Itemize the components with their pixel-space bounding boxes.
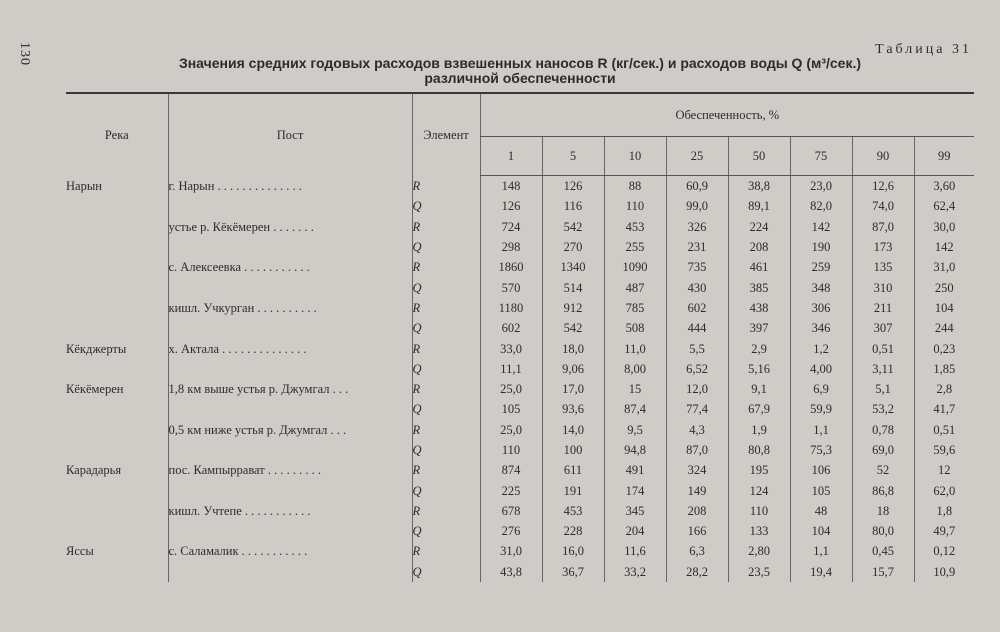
value-cell: 38,8 bbox=[728, 176, 790, 197]
element-symbol: Q bbox=[412, 196, 480, 216]
header-percentile: 50 bbox=[728, 137, 790, 176]
value-cell: 4,3 bbox=[666, 420, 728, 440]
value-cell: 326 bbox=[666, 217, 728, 237]
value-cell: 1,8 bbox=[914, 501, 974, 521]
element-symbol: R bbox=[412, 460, 480, 480]
value-cell: 15 bbox=[604, 379, 666, 399]
value-cell: 1,85 bbox=[914, 359, 974, 379]
value-cell: 80,8 bbox=[728, 440, 790, 460]
value-cell: 255 bbox=[604, 237, 666, 257]
value-cell: 259 bbox=[790, 257, 852, 277]
value-cell: 89,1 bbox=[728, 196, 790, 216]
header-percentile: 90 bbox=[852, 137, 914, 176]
element-symbol: R bbox=[412, 541, 480, 561]
value-cell: 3,60 bbox=[914, 176, 974, 197]
value-cell: 23,0 bbox=[790, 176, 852, 197]
table-row bbox=[66, 440, 974, 460]
value-cell: 1,1 bbox=[790, 541, 852, 561]
element-symbol: R bbox=[412, 176, 480, 197]
value-cell: 785 bbox=[604, 298, 666, 318]
value-cell: 5,5 bbox=[666, 338, 728, 358]
value-cell: 52 bbox=[852, 460, 914, 480]
value-cell: 149 bbox=[666, 480, 728, 500]
value-cell: 461 bbox=[728, 257, 790, 277]
river-name bbox=[66, 521, 168, 541]
value-cell: 16,0 bbox=[542, 541, 604, 561]
river-name bbox=[66, 480, 168, 500]
value-cell: 18 bbox=[852, 501, 914, 521]
value-cell: 310 bbox=[852, 277, 914, 297]
river-name bbox=[66, 440, 168, 460]
value-cell: 514 bbox=[542, 277, 604, 297]
value-cell: 142 bbox=[790, 217, 852, 237]
header-percentile: 1 bbox=[480, 137, 542, 176]
post-name bbox=[168, 196, 412, 216]
post-name bbox=[168, 277, 412, 297]
table-row bbox=[66, 196, 974, 216]
river-name: Кёкджерты bbox=[66, 341, 127, 356]
value-cell: 244 bbox=[914, 318, 974, 338]
element-symbol: R bbox=[412, 338, 480, 358]
element-symbol: Q bbox=[412, 440, 480, 460]
table-row bbox=[66, 420, 974, 440]
value-cell: 173 bbox=[852, 237, 914, 257]
value-cell: 912 bbox=[542, 298, 604, 318]
table-row bbox=[66, 379, 974, 399]
post-name bbox=[168, 399, 412, 419]
value-cell: 126 bbox=[542, 176, 604, 197]
header-post: Пост bbox=[168, 93, 412, 176]
element-symbol: Q bbox=[412, 237, 480, 257]
table-row bbox=[66, 399, 974, 419]
value-cell: 195 bbox=[728, 460, 790, 480]
value-cell: 43,8 bbox=[480, 562, 542, 582]
table-row bbox=[66, 480, 974, 500]
value-cell: 3,11 bbox=[852, 359, 914, 379]
element-symbol: R bbox=[412, 217, 480, 237]
table-row bbox=[66, 562, 974, 582]
river-name bbox=[66, 562, 168, 582]
value-cell: 1,2 bbox=[790, 338, 852, 358]
value-cell: 75,3 bbox=[790, 440, 852, 460]
value-cell: 10,9 bbox=[914, 562, 974, 582]
value-cell: 11,0 bbox=[604, 338, 666, 358]
value-cell: 135 bbox=[852, 257, 914, 277]
value-cell: 9,5 bbox=[604, 420, 666, 440]
element-symbol: R bbox=[412, 298, 480, 318]
value-cell: 208 bbox=[666, 501, 728, 521]
value-cell: 345 bbox=[604, 501, 666, 521]
value-cell: 225 bbox=[480, 480, 542, 500]
river-name bbox=[66, 318, 168, 338]
value-cell: 191 bbox=[542, 480, 604, 500]
post-name bbox=[168, 318, 412, 338]
value-cell: 542 bbox=[542, 217, 604, 237]
post-name bbox=[168, 359, 412, 379]
river-name bbox=[66, 359, 168, 379]
value-cell: 0,45 bbox=[852, 541, 914, 561]
element-symbol: Q bbox=[412, 277, 480, 297]
value-cell: 94,8 bbox=[604, 440, 666, 460]
value-cell: 93,6 bbox=[542, 399, 604, 419]
river-name bbox=[66, 298, 168, 318]
value-cell: 87,0 bbox=[666, 440, 728, 460]
value-cell: 307 bbox=[852, 318, 914, 338]
caption-line-2: различной обеспеченности bbox=[424, 70, 616, 86]
value-cell: 77,4 bbox=[666, 399, 728, 419]
value-cell: 174 bbox=[604, 480, 666, 500]
table-row bbox=[66, 237, 974, 257]
value-cell: 82,0 bbox=[790, 196, 852, 216]
value-cell: 148 bbox=[480, 176, 542, 197]
value-cell: 0,51 bbox=[914, 420, 974, 440]
table-row bbox=[66, 460, 974, 480]
river-name bbox=[66, 257, 168, 277]
value-cell: 397 bbox=[728, 318, 790, 338]
header-percentile: 75 bbox=[790, 137, 852, 176]
river-name: Нарын bbox=[66, 178, 102, 193]
river-name bbox=[66, 277, 168, 297]
river-name bbox=[66, 420, 168, 440]
value-cell: 724 bbox=[480, 217, 542, 237]
value-cell: 110 bbox=[728, 501, 790, 521]
value-cell: 62,0 bbox=[914, 480, 974, 500]
value-cell: 438 bbox=[728, 298, 790, 318]
element-symbol: Q bbox=[412, 562, 480, 582]
value-cell: 19,4 bbox=[790, 562, 852, 582]
river-name: Карадарья bbox=[66, 463, 122, 478]
caption-line-1: Значения средних годовых расходов взвешенных наносов R (кг/сек.) и расходов воды Q (м³/сек.) bbox=[178, 55, 862, 71]
value-cell: 444 bbox=[666, 318, 728, 338]
value-cell: 1340 bbox=[542, 257, 604, 277]
post-name bbox=[168, 440, 412, 460]
value-cell: 11,6 bbox=[604, 541, 666, 561]
value-cell: 133 bbox=[728, 521, 790, 541]
value-cell: 126 bbox=[480, 196, 542, 216]
value-cell: 453 bbox=[604, 217, 666, 237]
post-name bbox=[168, 480, 412, 500]
value-cell: 104 bbox=[914, 298, 974, 318]
value-cell: 31,0 bbox=[480, 541, 542, 561]
value-cell: 30,0 bbox=[914, 217, 974, 237]
value-cell: 5,1 bbox=[852, 379, 914, 399]
value-cell: 602 bbox=[480, 318, 542, 338]
value-cell: 602 bbox=[666, 298, 728, 318]
value-cell: 228 bbox=[542, 521, 604, 541]
value-cell: 31,0 bbox=[914, 257, 974, 277]
header-probability: Обеспеченность, % bbox=[480, 93, 974, 137]
table-row bbox=[66, 501, 974, 521]
value-cell: 204 bbox=[604, 521, 666, 541]
post-name: с. Алексеевка . . . . . . . . . . . bbox=[168, 257, 412, 277]
post-name: пос. Кампыррават . . . . . . . . . bbox=[168, 460, 412, 480]
value-cell: 142 bbox=[914, 237, 974, 257]
value-cell: 5,16 bbox=[728, 359, 790, 379]
value-cell: 611 bbox=[542, 460, 604, 480]
header-element: Элемент bbox=[412, 93, 480, 176]
value-cell: 28,2 bbox=[666, 562, 728, 582]
value-cell: 324 bbox=[666, 460, 728, 480]
value-cell: 87,0 bbox=[852, 217, 914, 237]
value-cell: 9,1 bbox=[728, 379, 790, 399]
element-symbol: Q bbox=[412, 318, 480, 338]
element-symbol: R bbox=[412, 501, 480, 521]
value-cell: 59,9 bbox=[790, 399, 852, 419]
value-cell: 60,9 bbox=[666, 176, 728, 197]
value-cell: 735 bbox=[666, 257, 728, 277]
table-row bbox=[66, 359, 974, 379]
table-caption bbox=[150, 56, 890, 86]
element-symbol: Q bbox=[412, 480, 480, 500]
value-cell: 17,0 bbox=[542, 379, 604, 399]
post-name: 1,8 км выше устья р. Джумгал . . . bbox=[168, 379, 412, 399]
value-cell: 208 bbox=[728, 237, 790, 257]
table-row bbox=[66, 521, 974, 541]
value-cell: 6,9 bbox=[790, 379, 852, 399]
value-cell: 41,7 bbox=[914, 399, 974, 419]
river-name bbox=[66, 217, 168, 237]
value-cell: 14,0 bbox=[542, 420, 604, 440]
value-cell: 12,0 bbox=[666, 379, 728, 399]
value-cell: 190 bbox=[790, 237, 852, 257]
value-cell: 86,8 bbox=[852, 480, 914, 500]
value-cell: 166 bbox=[666, 521, 728, 541]
value-cell: 80,0 bbox=[852, 521, 914, 541]
value-cell: 570 bbox=[480, 277, 542, 297]
value-cell: 18,0 bbox=[542, 338, 604, 358]
value-cell: 491 bbox=[604, 460, 666, 480]
value-cell: 2,80 bbox=[728, 541, 790, 561]
value-cell: 48 bbox=[790, 501, 852, 521]
river-name: Кёкёмерен bbox=[66, 382, 124, 397]
value-cell: 508 bbox=[604, 318, 666, 338]
value-cell: 9,06 bbox=[542, 359, 604, 379]
value-cell: 2,9 bbox=[728, 338, 790, 358]
table-row bbox=[66, 217, 974, 237]
value-cell: 0,12 bbox=[914, 541, 974, 561]
header-percentile: 10 bbox=[604, 137, 666, 176]
table-row bbox=[66, 298, 974, 318]
post-name: устье р. Кёкёмерен . . . . . . . bbox=[168, 217, 412, 237]
value-cell: 12,6 bbox=[852, 176, 914, 197]
table-row bbox=[66, 277, 974, 297]
value-cell: 385 bbox=[728, 277, 790, 297]
value-cell: 11,1 bbox=[480, 359, 542, 379]
table-row bbox=[66, 257, 974, 277]
value-cell: 6,52 bbox=[666, 359, 728, 379]
value-cell: 487 bbox=[604, 277, 666, 297]
value-cell: 100 bbox=[542, 440, 604, 460]
header-river: Река bbox=[66, 93, 168, 176]
table-row bbox=[66, 318, 974, 338]
post-name bbox=[168, 521, 412, 541]
value-cell: 53,2 bbox=[852, 399, 914, 419]
value-cell: 104 bbox=[790, 521, 852, 541]
value-cell: 346 bbox=[790, 318, 852, 338]
value-cell: 59,6 bbox=[914, 440, 974, 460]
table-row bbox=[66, 176, 974, 197]
value-cell: 348 bbox=[790, 277, 852, 297]
value-cell: 1860 bbox=[480, 257, 542, 277]
value-cell: 87,4 bbox=[604, 399, 666, 419]
header-percentile: 25 bbox=[666, 137, 728, 176]
post-name bbox=[168, 237, 412, 257]
value-cell: 1090 bbox=[604, 257, 666, 277]
page-number: 130 bbox=[17, 42, 32, 66]
value-cell: 74,0 bbox=[852, 196, 914, 216]
element-symbol: Q bbox=[412, 521, 480, 541]
value-cell: 0,51 bbox=[852, 338, 914, 358]
river-name bbox=[66, 399, 168, 419]
post-name: г. Нарын . . . . . . . . . . . . . . bbox=[168, 176, 412, 197]
element-symbol: R bbox=[412, 257, 480, 277]
post-name: кишл. Учкурган . . . . . . . . . . bbox=[168, 298, 412, 318]
value-cell: 874 bbox=[480, 460, 542, 480]
value-cell: 124 bbox=[728, 480, 790, 500]
value-cell: 0,78 bbox=[852, 420, 914, 440]
river-name bbox=[66, 196, 168, 216]
header-percentile: 99 bbox=[914, 137, 974, 176]
value-cell: 6,3 bbox=[666, 541, 728, 561]
value-cell: 99,0 bbox=[666, 196, 728, 216]
value-cell: 224 bbox=[728, 217, 790, 237]
value-cell: 231 bbox=[666, 237, 728, 257]
value-cell: 33,0 bbox=[480, 338, 542, 358]
header-percentile: 5 bbox=[542, 137, 604, 176]
value-cell: 0,23 bbox=[914, 338, 974, 358]
value-cell: 67,9 bbox=[728, 399, 790, 419]
value-cell: 298 bbox=[480, 237, 542, 257]
value-cell: 8,00 bbox=[604, 359, 666, 379]
value-cell: 250 bbox=[914, 277, 974, 297]
value-cell: 270 bbox=[542, 237, 604, 257]
post-name bbox=[168, 562, 412, 582]
post-name: х. Актала . . . . . . . . . . . . . . bbox=[168, 338, 412, 358]
value-cell: 33,2 bbox=[604, 562, 666, 582]
value-cell: 110 bbox=[480, 440, 542, 460]
element-symbol: R bbox=[412, 420, 480, 440]
post-name: с. Саламалик . . . . . . . . . . . bbox=[168, 541, 412, 561]
river-name: Яссы bbox=[66, 544, 94, 559]
value-cell: 25,0 bbox=[480, 420, 542, 440]
post-name: кишл. Учтепе . . . . . . . . . . . bbox=[168, 501, 412, 521]
value-cell: 276 bbox=[480, 521, 542, 541]
element-symbol: Q bbox=[412, 399, 480, 419]
value-cell: 4,00 bbox=[790, 359, 852, 379]
value-cell: 1,1 bbox=[790, 420, 852, 440]
value-cell: 678 bbox=[480, 501, 542, 521]
value-cell: 105 bbox=[790, 480, 852, 500]
value-cell: 12 bbox=[914, 460, 974, 480]
value-cell: 110 bbox=[604, 196, 666, 216]
value-cell: 15,7 bbox=[852, 562, 914, 582]
value-cell: 23,5 bbox=[728, 562, 790, 582]
value-cell: 1,9 bbox=[728, 420, 790, 440]
value-cell: 2,8 bbox=[914, 379, 974, 399]
value-cell: 69,0 bbox=[852, 440, 914, 460]
data-table bbox=[66, 92, 974, 582]
post-name: 0,5 км ниже устья р. Джумгал . . . bbox=[168, 420, 412, 440]
element-symbol: Q bbox=[412, 359, 480, 379]
value-cell: 62,4 bbox=[914, 196, 974, 216]
river-name bbox=[66, 501, 168, 521]
value-cell: 88 bbox=[604, 176, 666, 197]
value-cell: 36,7 bbox=[542, 562, 604, 582]
value-cell: 306 bbox=[790, 298, 852, 318]
value-cell: 116 bbox=[542, 196, 604, 216]
table-label: Таблица 31 bbox=[875, 42, 972, 57]
value-cell: 106 bbox=[790, 460, 852, 480]
table-row bbox=[66, 541, 974, 561]
value-cell: 542 bbox=[542, 318, 604, 338]
value-cell: 430 bbox=[666, 277, 728, 297]
value-cell: 211 bbox=[852, 298, 914, 318]
element-symbol: R bbox=[412, 379, 480, 399]
value-cell: 25,0 bbox=[480, 379, 542, 399]
value-cell: 1180 bbox=[480, 298, 542, 318]
table-row bbox=[66, 338, 974, 358]
value-cell: 49,7 bbox=[914, 521, 974, 541]
value-cell: 453 bbox=[542, 501, 604, 521]
value-cell: 105 bbox=[480, 399, 542, 419]
river-name bbox=[66, 237, 168, 257]
